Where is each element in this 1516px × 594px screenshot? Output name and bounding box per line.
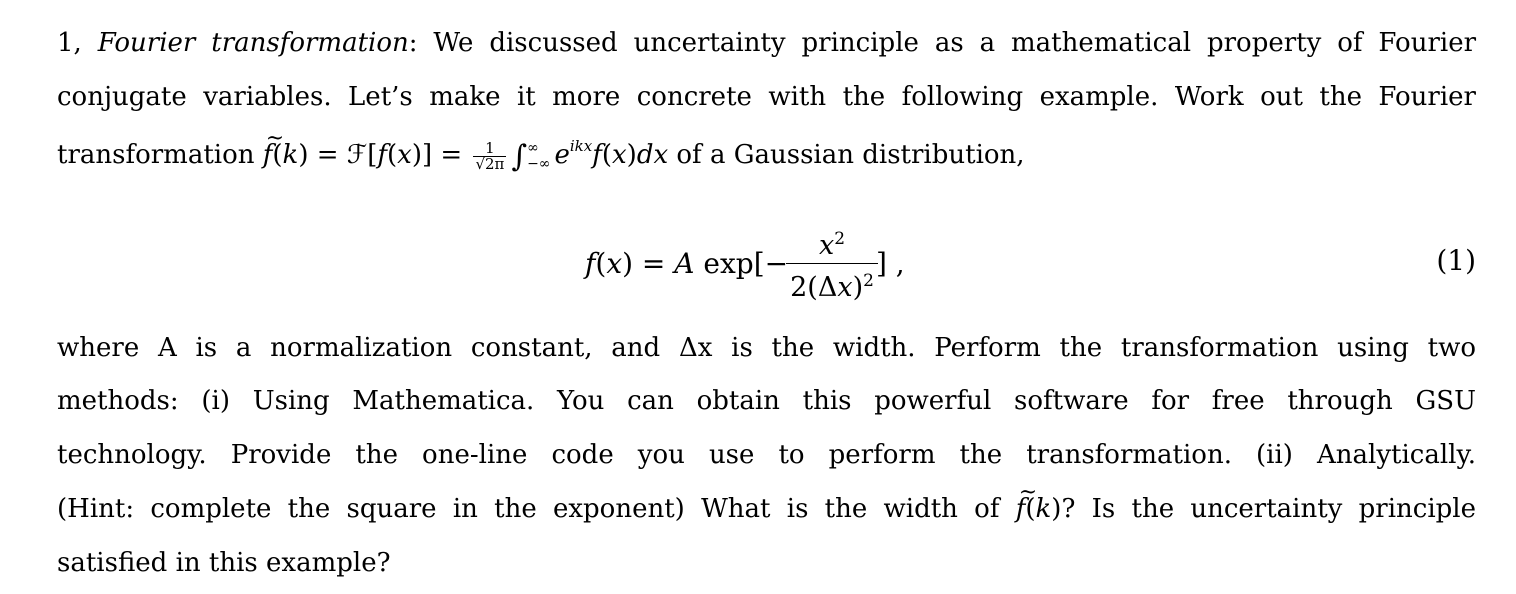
problem-number: 1,	[57, 28, 82, 58]
line3-prefix: transformation	[57, 140, 255, 170]
gaussian-formula: f ( x ) = A exp[− $\frac{x^2}{2(\Delta x)^2}$ ] ,	[585, 218, 905, 308]
problem-line-5	[57, 386, 1476, 416]
line2-text: conjugate variables. Let’s make it more concrete with the following example. Work out the Fourier	[57, 82, 1476, 112]
line7-suffix: ? Is the uncertainty principle	[1061, 494, 1476, 524]
line7-prefix: (Hint: complete the square in the exponent) What is the width of	[57, 494, 1000, 524]
line1-text: : We discussed uncertainty principle as a mathematical property of Fourier	[408, 28, 1477, 58]
problem-title: Fourier transformation	[97, 28, 409, 58]
problem-line-4	[57, 333, 1476, 363]
equation-number: (1)	[1436, 244, 1476, 277]
problem-line-2	[57, 82, 1476, 112]
problem-line-1	[57, 28, 1476, 58]
transformed-function: ~ f(k)	[1016, 494, 1062, 524]
line5-text: methods: (i) Using Mathematica. You can obtain this powerful software for free through GSU	[57, 386, 1476, 416]
display-equation	[0, 218, 1516, 308]
problem-line-7	[57, 494, 1476, 524]
problem-line-6	[57, 440, 1476, 470]
line8-text: satisfied in this example?	[57, 548, 391, 578]
line3-suffix: of a Gaussian distribution,	[676, 140, 1025, 170]
problem-line-3	[57, 136, 1476, 172]
problem-line-8	[57, 548, 1476, 578]
fourier-definition-formula: ~ f(k) = ℱ[f(x)] = $\frac{1}{√2\pi}$ ∫ ∞ −∞ $e^{ikx}f(x)dx$	[263, 140, 677, 170]
line4-text: where A is a normalization constant, and Δx is the width. Perform the transformation using two	[57, 333, 1476, 363]
line6-text: technology. Provide the one-line code you use to perform the transformation. (ii) Analytically.	[57, 440, 1476, 470]
